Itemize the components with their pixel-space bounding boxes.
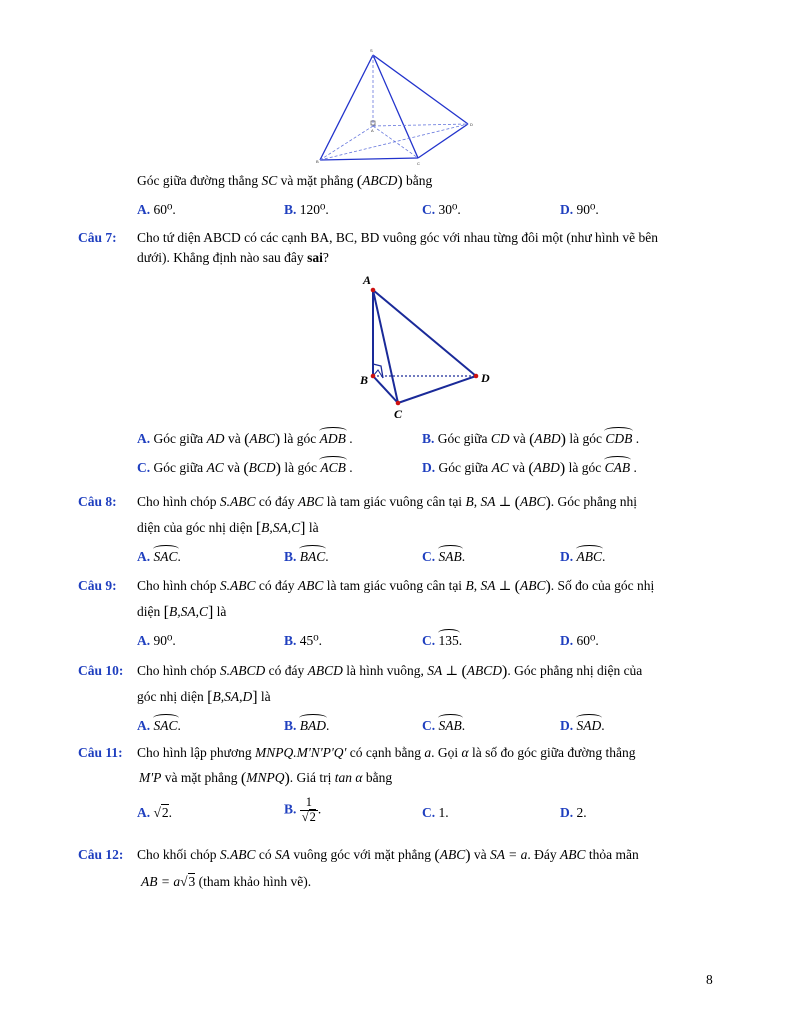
q8-stem-line1: Cho hình chóp S.ABC có đáy ABC là tam giác vuông cân tại B, SA ⊥ (ABC). Góc phẳng nhị <box>137 494 638 511</box>
q9-label: Câu 9: <box>78 578 117 593</box>
q9-option-d[interactable]: D. 60⁰. <box>560 633 599 648</box>
pyramid-figure <box>300 40 490 170</box>
q10-option-d[interactable]: D. SAD. <box>560 718 605 733</box>
q6-option-c[interactable]: C. 30⁰. <box>422 202 461 217</box>
q8-option-c[interactable]: C. SAB. <box>422 549 466 564</box>
q11-option-b[interactable]: B. $\frac{1}{√2}$ . <box>284 795 322 824</box>
q6-option-d[interactable]: D. 90⁰. <box>560 202 599 217</box>
q8-option-d[interactable]: D. ABC. <box>560 549 606 564</box>
q9-option-c[interactable]: C. 135. <box>422 633 463 648</box>
q7-option-d[interactable]: D. Góc giữa AC và (ABD) là góc CAB . <box>422 460 637 477</box>
label-d: D <box>470 122 473 127</box>
label-b: B <box>360 373 369 387</box>
q9-option-a[interactable]: A. 90⁰. <box>137 633 176 648</box>
q8-option-b[interactable]: B. BAC. <box>284 549 329 564</box>
label-a: A <box>363 273 372 287</box>
label-d: D <box>481 371 490 385</box>
q7-stem-line2: dưới). Khẳng định nào sau đây sai? <box>137 250 329 265</box>
q9-stem-line1: Cho hình chóp S.ABC có đáy ABC là tam giác vuông cân tại B, SA ⊥ (ABC). Số đo của góc nhị <box>137 578 655 595</box>
q8-label: Câu 8: <box>78 494 117 509</box>
q7-option-b[interactable]: B. Góc giữa CD và (ABD) là góc CDB . <box>422 431 640 448</box>
q7-option-c[interactable]: C. Góc giữa AC và (BCD) là góc ACB . <box>137 460 353 477</box>
q10-option-c[interactable]: C. SAB. <box>422 718 466 733</box>
label-s: S <box>370 48 373 53</box>
q11-option-c[interactable]: C. 1. <box>422 805 449 820</box>
q7-stem-line1: Cho tứ diện ABCD có các cạnh BA, BC, BD vuông góc với nhau từng đôi một (như hình vẽ bên <box>137 230 659 245</box>
label-b: B <box>316 159 319 164</box>
q10-stem-line1: Cho hình chóp S.ABCD có đáy ABCD là hình vuông, SA ⊥ (ABCD). Góc phẳng nhị diện của <box>137 663 643 680</box>
q10-option-b[interactable]: B. BAD. <box>284 718 330 733</box>
q11-stem-line1: Cho hình lập phương MNPQ.M'N'P'Q' có cạnh bằng a. Gọi α là số đo góc giữa đường thẳng <box>137 745 636 760</box>
q9-stem-line2: diện [B,SA,C] là <box>137 604 227 621</box>
label-c: C <box>394 407 403 421</box>
q11-option-a[interactable]: A. √2. <box>137 805 173 820</box>
q7-option-a[interactable]: A. Góc giữa AD và (ABC) là góc ADB . <box>137 431 353 448</box>
q7-label: Câu 7: <box>78 230 117 245</box>
q12-stem-line2: AB = a√3 (tham khảo hình vẽ). <box>141 874 312 889</box>
label-a: A <box>371 128 374 133</box>
tetrahedron-figure <box>350 270 500 430</box>
q9-option-b[interactable]: B. 45⁰. <box>284 633 323 648</box>
q6-option-b[interactable]: B. 120⁰. <box>284 202 329 217</box>
q12-label: Câu 12: <box>78 847 124 862</box>
q11-stem-line2: M'P và mặt phẳng (MNPQ). Giá trị tan α bằng <box>139 770 393 787</box>
q10-label: Câu 10: <box>78 663 124 678</box>
q10-stem-line2: góc nhị diện [B,SA,D] là <box>137 689 271 706</box>
q6-stem: Góc giữa đường thẳng SC và mặt phẳng (ABCD) bằng <box>137 173 433 190</box>
q8-option-a[interactable]: A. SAC. <box>137 549 181 564</box>
q12-stem-line1: Cho khối chóp S.ABC có SA vuông góc với mặt phẳng (ABC) và SA = a. Đáy ABC thỏa mãn <box>137 847 639 864</box>
q10-option-a[interactable]: A. SAC. <box>137 718 181 733</box>
page-number: 8 <box>706 972 713 987</box>
q11-label: Câu 11: <box>78 745 123 760</box>
q8-stem-line2: diện của góc nhị diện [B,SA,C] là <box>137 520 319 537</box>
q11-option-d[interactable]: D. 2. <box>560 805 587 820</box>
label-c: C <box>417 161 420 166</box>
q6-option-a[interactable]: A. 60⁰. <box>137 202 176 217</box>
